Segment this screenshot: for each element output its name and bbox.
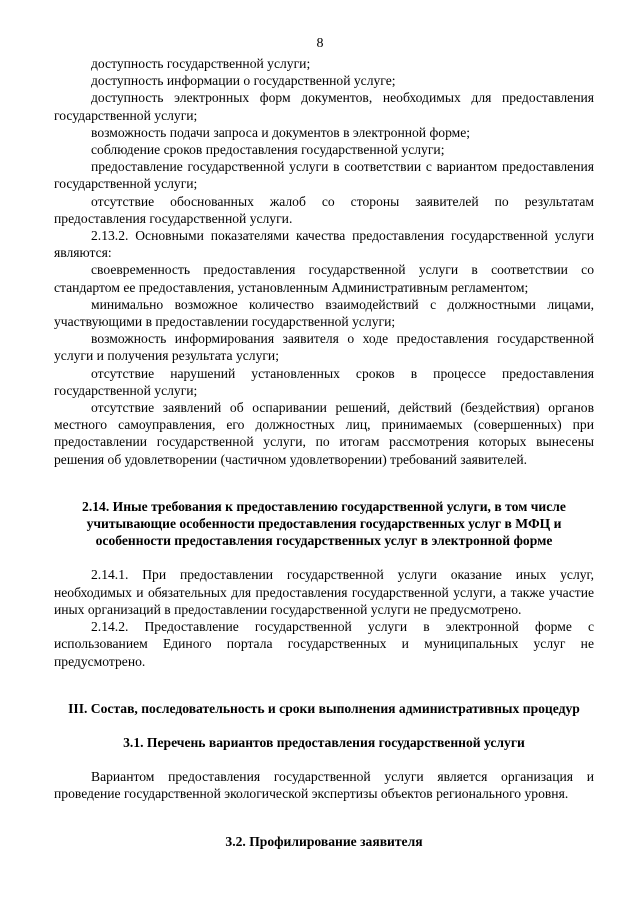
list-item: соблюдение сроков предоставления государственной услуги; bbox=[91, 142, 445, 158]
list-item: отсутствие нарушений установленных сроков в процессе предоставления государственной услуги; bbox=[54, 365, 594, 398]
list-item: доступность государственной услуги; bbox=[91, 56, 311, 71]
page-number: 8 bbox=[316, 36, 324, 51]
paragraph-2-13-2: 2.13.2. Основными показателями качества предоставления государственной услуги являются: bbox=[54, 228, 594, 261]
paragraph-2-14-2: 2.14.2. Предоставление государственной услуги в электронной форме с использованием Единого портала государственных и муниципальных услуг не предусмотрено. bbox=[54, 619, 594, 669]
paragraph-3-1: Вариантом предоставления государственной услуги является организация и проведение государственной экологической экспертизы объектов регионального уровня. bbox=[54, 769, 594, 802]
document-body bbox=[54, 55, 594, 850]
list-item: отсутствие обоснованных жалоб со стороны заявителей по результатам предоставления государственной услуги. bbox=[54, 193, 594, 226]
list-item: возможность подачи запроса и документов в электронной форме; bbox=[91, 124, 471, 140]
section-heading-III: III. Состав, последовательность и сроки выполнения административных процедур bbox=[68, 700, 580, 716]
list-item: отсутствие заявлений об оспаривании решений, действий (бездействия) органов местного самоуправления, его должностных лиц, принимаемых (совершенных) при предоставлении государственной услуги, по итогам рассмотрения которых вынесены решения об удовлетворении (частичном удовлетворении) требований заявителей. bbox=[54, 400, 594, 467]
list-item: своевременность предоставления государственной услуги в соответствии со стандартом ее предоставления, установленным Административным регламентом; bbox=[54, 262, 594, 295]
section-heading-2-14: 2.14. Иные требования к предоставлению государственной услуги, в том числе учитывающие особенности предоставления государственных услуг в МФЦ и особенности предоставления государственных услуг в электронной форме bbox=[82, 498, 566, 549]
list-item: возможность информирования заявителя о ходе предоставления государственной услуги и получения результата услуги; bbox=[54, 331, 594, 364]
list-item: минимально возможное количество взаимодействий с должностными лицами, участвующими в предоставлении государственной услуги; bbox=[54, 296, 594, 330]
list-item: предоставление государственной услуги в соответствии с вариантом предоставления государственной услуги; bbox=[54, 159, 594, 192]
list-item: доступность информации о государственной услуге; bbox=[91, 73, 396, 89]
section-heading-3-2: 3.2. Профилирование заявителя bbox=[225, 833, 423, 849]
list-item: доступность электронных форм документов, необходимых для предоставления государственной услуги; bbox=[54, 90, 594, 123]
paragraph-2-14-1: 2.14.1. При предоставлении государственной услуги оказание иных услуг, необходимых и обязательных для предоставления государственной услуги, а также участие иных организаций в предоставлении государственной услуги не предусмотрено. bbox=[54, 567, 594, 617]
section-heading-3-1: 3.1. Перечень вариантов предоставления государственной услуги bbox=[123, 734, 525, 750]
